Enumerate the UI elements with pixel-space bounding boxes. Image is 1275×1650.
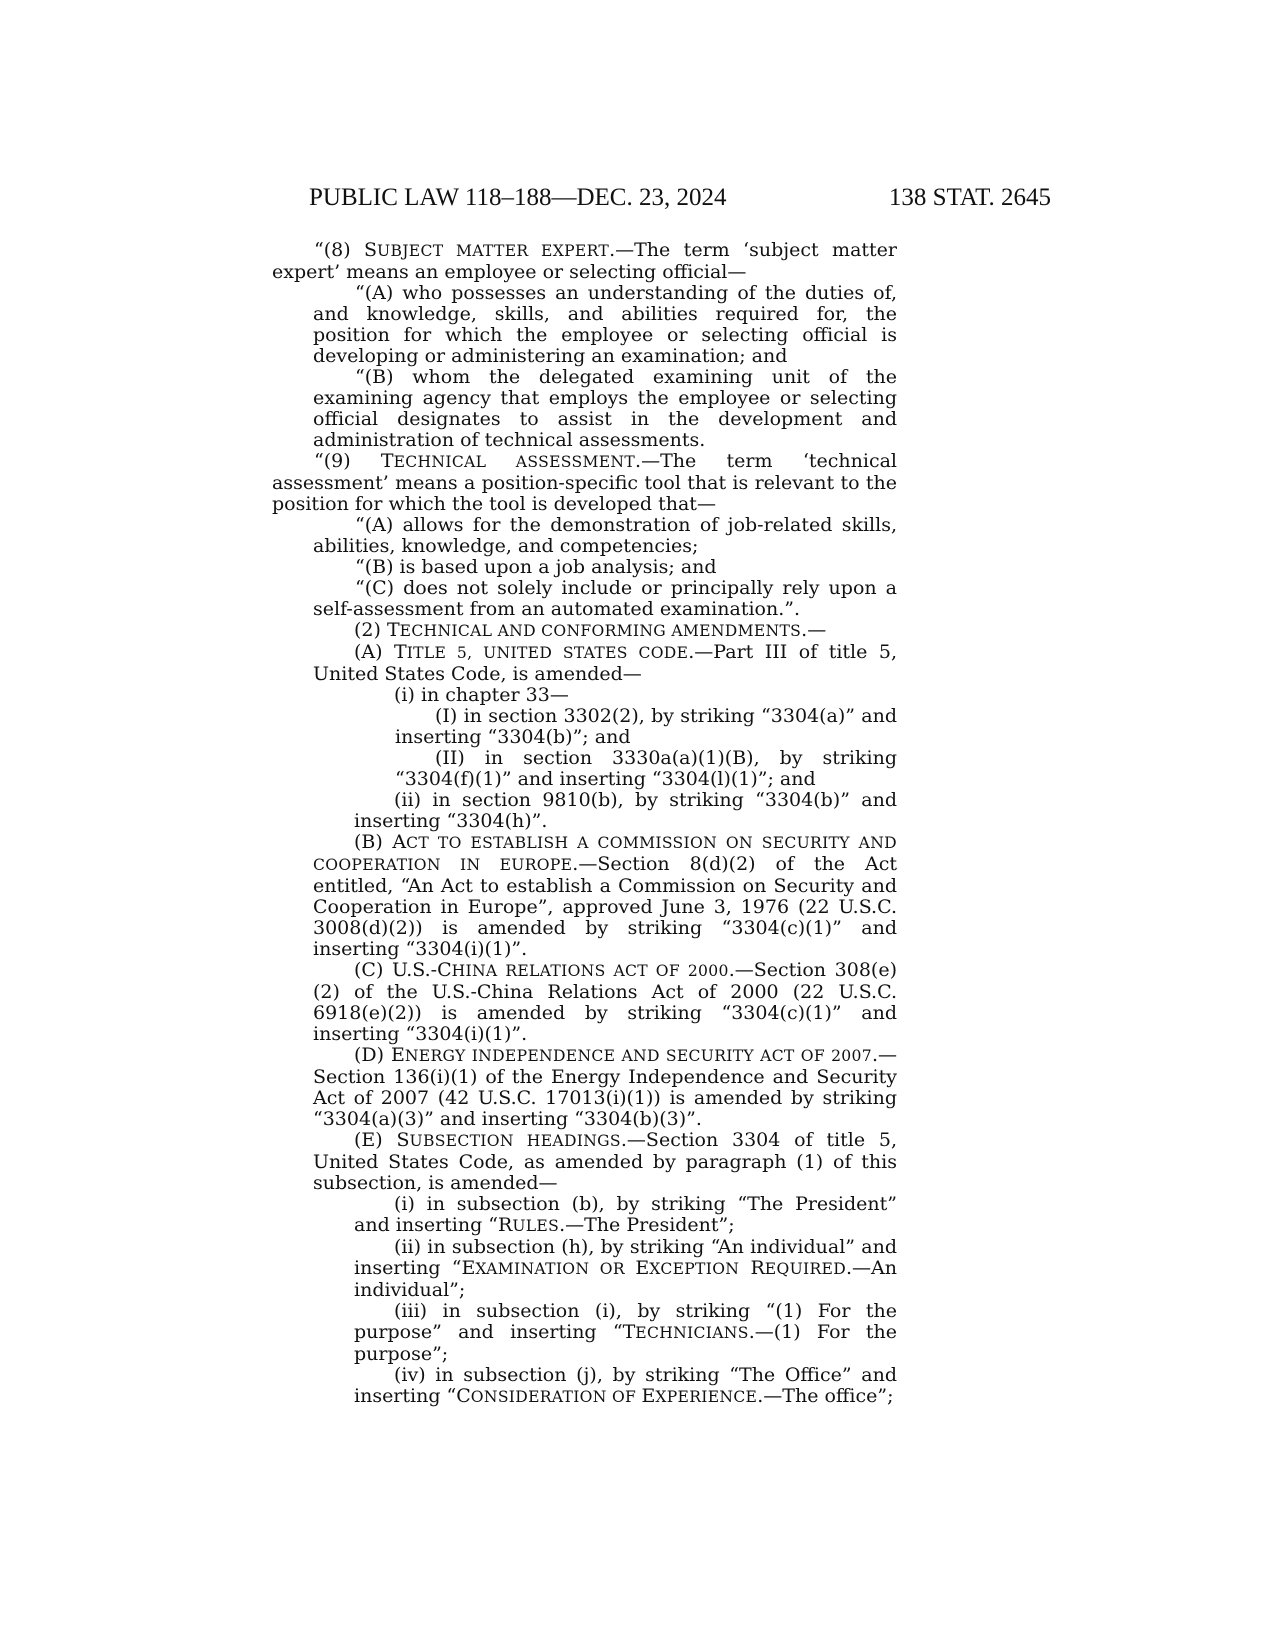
paragraph-text: E [635,1257,650,1279]
paragraph-text: (2) T [354,619,400,641]
small-caps-heading-text: ONSIDERATION OF [470,1388,642,1406]
small-caps-heading-text: ECHNICAL ASSESSMENT [393,453,636,471]
paragraph-text: “(B) is based upon a job analysis; and [355,556,717,578]
paragraph [272,1194,897,1237]
paragraph [272,451,897,515]
paragraph-text: .—The term ‘technical assessment’ means a position-specific tool that is relevant to the position for which the tool is developed that— [272,450,897,515]
paragraph-text: R [739,1257,765,1279]
paragraph-text: “(9) T [314,450,394,472]
paragraph-text: .—Section 3304 of title 5, United States Code, as amended by paragraph (1) of this subsection, is amended— [313,1129,897,1194]
small-caps-heading-text: UBJECT MATTER EXPERT [377,242,610,260]
paragraph [272,706,897,748]
small-caps-heading-text: UBSECTION HEADINGS [409,1132,621,1150]
paragraph-text: E [641,1385,656,1407]
paragraph-text: .—Section 8(d)(2) of the Act entitled, “An Act to establish a Commission on Security and Cooperation in Europe”, approved June 3, 1976 (22 U.S.C. 3008(d)(2)) is amended by striking “3304(c)(1)” and inserting “3304(i)(1)”. [313,853,897,960]
paragraph [272,1301,897,1365]
paragraph-text: (ii) in section 9810(b), by striking “3304(b)” and inserting “3304(h)”. [354,789,897,832]
paragraph [272,642,897,685]
small-caps-heading-text: ITLE 5, UNITED STATES CODE [406,644,689,662]
small-caps-heading-text: ECHNICIANS [635,1324,749,1342]
small-caps-heading-text: XAMINATION OR [475,1260,636,1278]
paragraph [272,240,897,283]
paragraph-text: .—The term ‘subject matter expert’ means an employee or selecting official— [272,239,897,283]
law-title: PUBLIC LAW 118–188—DEC. 23, 2024 [309,184,727,211]
paragraph-text: “(C) does not solely include or principally rely upon a self-assessment from an automated examination.”. [313,577,897,620]
paragraph [272,832,897,960]
paragraph-text: .—An individual”; [354,1257,897,1301]
paragraph-text: “(B) whom the delegated examining unit of the examining agency that employs the employee or selecting official designates to assist in the development and administration of technical assessments. [313,366,897,451]
paragraph-text: .—Section 136(i)(1) of the Energy Independence and Security Act of 2007 (42 U.S.C. 17013(i)(1)) is amended by striking “3304(a)(3)” and inserting “3304(b)(3)”. [313,1044,898,1130]
paragraph-text: .—The office”; [757,1385,894,1407]
paragraph [272,960,897,1045]
small-caps-heading-text: XPERIENCE [655,1388,758,1406]
paragraph [272,557,897,578]
paragraph [272,367,897,451]
paragraph-text: .—Section 308(e)(2) of the U.S.-China Relations Act of 2000 (22 U.S.C. 6918(e)(2)) is amended by striking “3304(c)(1)” and inserting “3304(i)(1)”. [313,959,897,1045]
paragraph [272,748,897,790]
small-caps-heading-text: EQUIRED [764,1260,846,1278]
paragraph-text: “(8) S [314,239,378,261]
paragraph-text: (iv) in subsection (j), by striking “The Office” and inserting “C [354,1364,897,1407]
paragraph-text: (i) in chapter 33— [394,684,569,706]
paragraph-text: “(A) who possesses an understanding of the duties of, and knowledge, skills, and abilities required for, the position for which the employee or selecting official is developing or administering an examination; and [313,282,897,367]
small-caps-heading-text: CT TO ESTABLISH A COMMISSION ON SECURITY AND COOPERATION IN EUROPE [313,834,897,874]
paragraph-text: .—(1) For the purpose”; [354,1321,897,1365]
paragraph [272,1237,897,1301]
paragraph-text: .— [801,619,827,641]
paragraph-text: (I) in section 3302(2), by striking “3304(a)” and inserting “3304(b)”; and [395,705,897,748]
paragraph [272,685,897,706]
paragraph [272,578,897,620]
small-caps-heading-text: XCEPTION [649,1260,740,1278]
paragraph-text: “(A) allows for the demonstration of job-related skills, abilities, knowledge, and competencies; [313,514,897,557]
small-caps-heading-text: ULES [512,1217,560,1235]
paragraph-text: (A) T [354,641,407,663]
document-body [272,240,897,1408]
paragraph [272,283,897,367]
paragraph-text: (ii) in subsection (h), by striking “An individual” and inserting “E [354,1236,897,1279]
paragraph [272,620,897,642]
paragraph [272,1365,897,1408]
paragraph-text: (D) E [354,1044,405,1066]
paragraph-text: (iii) in subsection (i), by striking “(1) For the purpose” and inserting “T [354,1300,897,1343]
paragraph [272,1130,897,1194]
paragraph-text: (i) in subsection (b), by striking “The President” and inserting “R [354,1193,897,1236]
paragraph-text: (C) U.S.-C [354,959,452,981]
page-header [309,180,1051,216]
paragraph-text: (B) A [354,831,407,853]
small-caps-heading-text: HINA RELATIONS ACT OF 2000 [451,962,729,980]
paragraph [272,1045,897,1130]
paragraph-text: (II) in section 3330a(a)(1)(B), by striking “3304(f)(1)” and inserting “3304(l)(1)”; and [395,747,897,790]
paragraph-text: .—The President”; [559,1214,735,1236]
paragraph [272,515,897,557]
paragraph [272,790,897,832]
small-caps-heading-text: ECHNICAL AND CONFORMING AMENDMENTS [399,622,802,640]
paragraph-text: .—Part III of title 5, United States Code, is amended— [313,641,897,685]
paragraph-text: (E) S [354,1129,410,1151]
small-caps-heading-text: NERGY INDEPENDENCE AND SECURITY ACT OF 2007 [404,1047,872,1065]
statute-page-number: 138 STAT. 2645 [888,184,1051,211]
